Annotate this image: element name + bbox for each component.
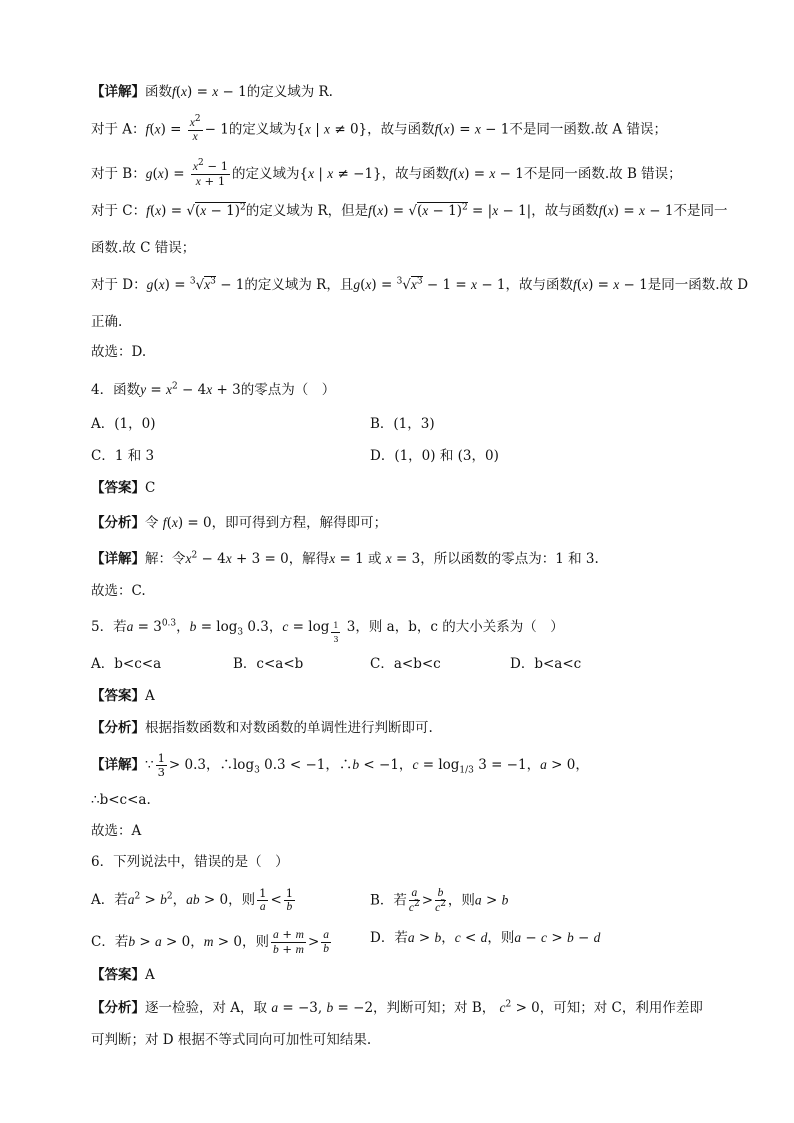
q5-analysis: 【分析】根据指数函数和对数函数的单调性进行判断即可. [91,720,433,736]
q6-answer: 【答案】A [91,967,155,983]
q4-choice: 故选：C. [91,583,146,599]
detail-line-1: 【详解】函数f(x) = x − 1的定义域为 R. [91,84,333,100]
detail-line-c-cont: 函数.故 C 错误； [91,240,196,256]
q5-option-d: D．b<a<c [510,656,582,672]
q5-detail: 【详解】∵ $\frac{1}{3}$ > 0.3，$\therefore\log_3$ 0.3 < −1，∴b < −1，$c = \log_{1/3} 3 = -1$，a > 0， [91,751,589,779]
q6-stem: 6．下列说法中，错误的是（ ） [91,854,289,870]
q5-choice: 故选：A [91,823,142,839]
q6-option-a: A．若$a^2 > b^2$，ab > 0，则 $\frac{1}{a}$ < $\frac{1}{b}$ [91,886,294,913]
detail-line-c: 对于 C：$f(x) = √(x - 1)^2$的定义域为 R，但是$f(x) = √(x - 1)^2 = |x - 1|$，故与函数f(x) = x − 1不是同一 [91,202,728,219]
q6-option-c: C．若b > a > 0，m > 0，则 $\frac{a + m}{b + m}$ > $\frac{a}{b}$ [91,927,330,956]
q5-option-c: C．a<b<c [370,656,441,672]
q4-options-row2 [91,446,154,466]
q4-stem: 4．函数$y = x^2 - 4x + 3$的零点为（ ） [91,381,336,398]
q4-option-c: C．1 和 3 [91,448,155,464]
q5-option-b: B．c<a<b [233,656,304,672]
q6-option-b: B．若 $\frac{a}{c^2}$ > $\frac{b}{c^2}$ ，则a > b [370,887,509,914]
q5-detail-cont: ∴b<c<a. [91,792,151,808]
q6-analysis: 【分析】逐一检验，对 A，取 a = −3, b = −2，判断可知；对 B， $c^2 > 0$，可知；对 C，利用作差即 [91,999,703,1016]
q4-detail: 【详解】解：令$x^2 - 4x + 3 = 0$，解得x = 1 或 x = 3，所以函数的零点为：1 和 3. [91,550,599,567]
fraction: $\frac{x^2}{x}$ [189,114,201,143]
detail-line-d: 对于 D：$g(x) = ^3√x^3 - 1$的定义域为 R，且$g(x) = ^3√x^3 - 1 = x - 1$，故与函数f(x) = x − 1是同一函数.故 D [91,276,749,293]
q4-option-a: A．(1，0) [91,416,156,432]
detail-line-d-cont: 正确. [91,314,123,330]
q6-option-d: D．若a > b，c < d，则a − c > b − d [370,930,601,946]
q4-option-d: D．(1，0) 和 (3，0) [370,448,499,464]
detail-line-b: 对于 B：g(x) = $\frac{x^2 - 1}{x + 1}$ 的定义域为{x | x ≠ −1}，故与函数f(x) = x − 1不是同一函数.故 B 错误； [91,158,682,188]
detail-label: 【详解】 [91,84,145,100]
fraction: $\frac{1}{3}$ [157,751,165,779]
q5-options [91,654,161,674]
fraction: $\frac{x^2 - 1}{x + 1}$ [192,158,229,188]
detail-line-a: 对于 A：f(x) = $\frac{x^2}{x}$ − 1的定义域为{x | x ≠ 0}，故与函数f(x) = x − 1不是同一函数.故 A 错误； [91,114,667,143]
q5-answer: 【答案】A [91,688,155,704]
q4-options-row1 [91,414,155,434]
q4-answer: 【答案】C [91,480,156,496]
q4-option-b: B．(1，3) [370,416,435,432]
choice-line-1: 故选：D. [91,344,147,360]
q6-analysis-cont: 可判断；对 D 根据不等式同向可加性可知结果. [91,1032,372,1048]
q5-option-a: A．b<c<a [91,656,162,672]
q4-analysis: 【分析】令 f(x) = 0，即可得到方程，解得即可； [91,515,388,531]
q5-stem: 5．若$a = 3^{0.3}$，$b = \log_3 0.3$，c = log $_{\frac{1}{3}}$ 3，则 a，b，c 的大小关系为（ ） [91,618,564,644]
